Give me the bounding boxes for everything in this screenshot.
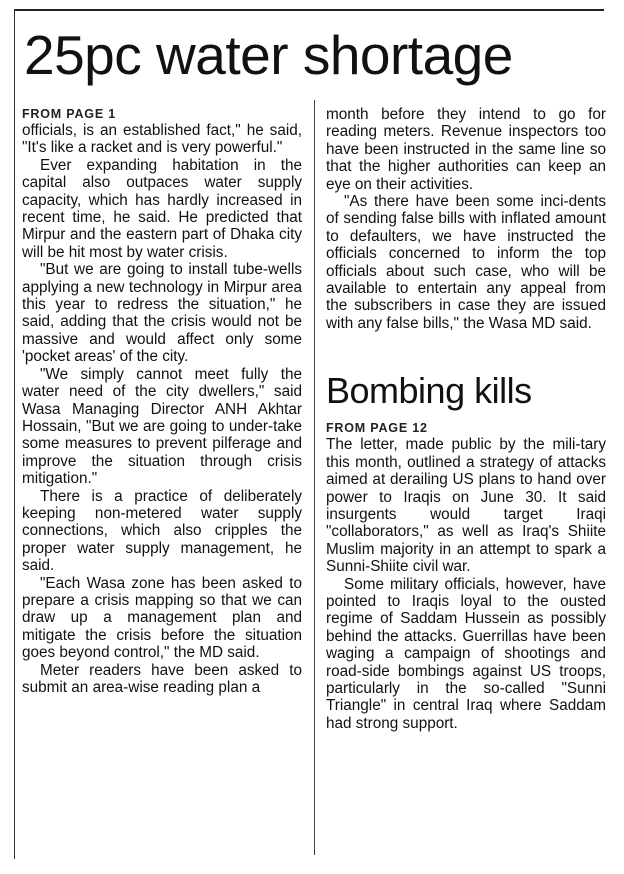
article-paragraph: "Each Wasa zone has been asked to prepare a crisis mapping so that we can draw up a management plan and mitigate the crisis before the situation goes beyond control," the MD said.	[22, 574, 302, 662]
article-paragraph: Ever expanding habitation in the capital also outpaces water supply capacity, which has hardly increased in recent time, he said. He predicted that Mirpur and the eastern part of Dhaka city will be hit most by water crisis.	[22, 156, 302, 261]
left-column	[22, 106, 302, 696]
column-divider	[314, 100, 315, 855]
article-paragraph-continued: "As there have been some inci-dents of sending false bills with inflated amount to defaulters, we have instructed the officials concerned to inform the top officials about such case, who will be available to entertain any appeal from the subscribers in case they are issued with any false bills," the Wasa MD said.	[326, 193, 606, 332]
article-headline: 25pc water shortage	[24, 24, 513, 86]
right-column	[326, 106, 606, 732]
article-paragraph: "We simply cannot meet fully the water need of the city dwellers," said Wasa Managing Director ANH Akhtar Hossain, "But we are going to under-take some measures to prevent pilferage and improve the situation through crisis mitigation."	[22, 365, 302, 488]
top-rule	[14, 9, 604, 11]
article-paragraph: There is a practice of deliberately keeping non-metered water supply connections, which also cripples the proper water supply management, he said.	[22, 487, 302, 575]
second-article-byline: FROM PAGE 12	[326, 421, 428, 436]
article-byline: FROM PAGE 1	[22, 107, 116, 121]
second-article-headline: Bombing kills	[326, 370, 532, 412]
article-paragraph: officials, is an established fact," he said, "It's like a racket and is very powerful."	[22, 122, 302, 157]
second-article-paragraph: Some military officials, however, have pointed to Iraqis loyal to the ousted regime of Saddam Hussein as possibly behind the attacks. Guerrillas have been waging a campaign of shootings and road-side bombings against US troops, particularly in the so-called "Sunni Triangle" in central Iraq where Saddam had strong support.	[326, 575, 606, 732]
article-paragraph: Meter readers have been asked to submit an area-wise reading plan a	[22, 661, 302, 696]
left-border-rule	[14, 9, 15, 859]
article-paragraph: "But we are going to install tube-wells applying a new technology in Mirpur area this year to redress the situation," he said, adding that the crisis would not be massive and would affect only some 'pocket areas' of the city.	[22, 261, 302, 366]
article-paragraph-continued: month before they intend to go for reading meters. Revenue inspectors too have been instructed in the same line so that the higher authorities can keep an eye on their activities.	[326, 106, 606, 193]
second-article-paragraph: The letter, made public by the mili-tary this month, outlined a strategy of attacks aimed at derailing US plans to hand over power to Iraqis on June 30. It said insurgents would target Iraqi "collaborators," as well as Iraq's Shiite Muslim majority in an attempt to spark a Sunni-Shiite civil war.	[326, 436, 606, 576]
